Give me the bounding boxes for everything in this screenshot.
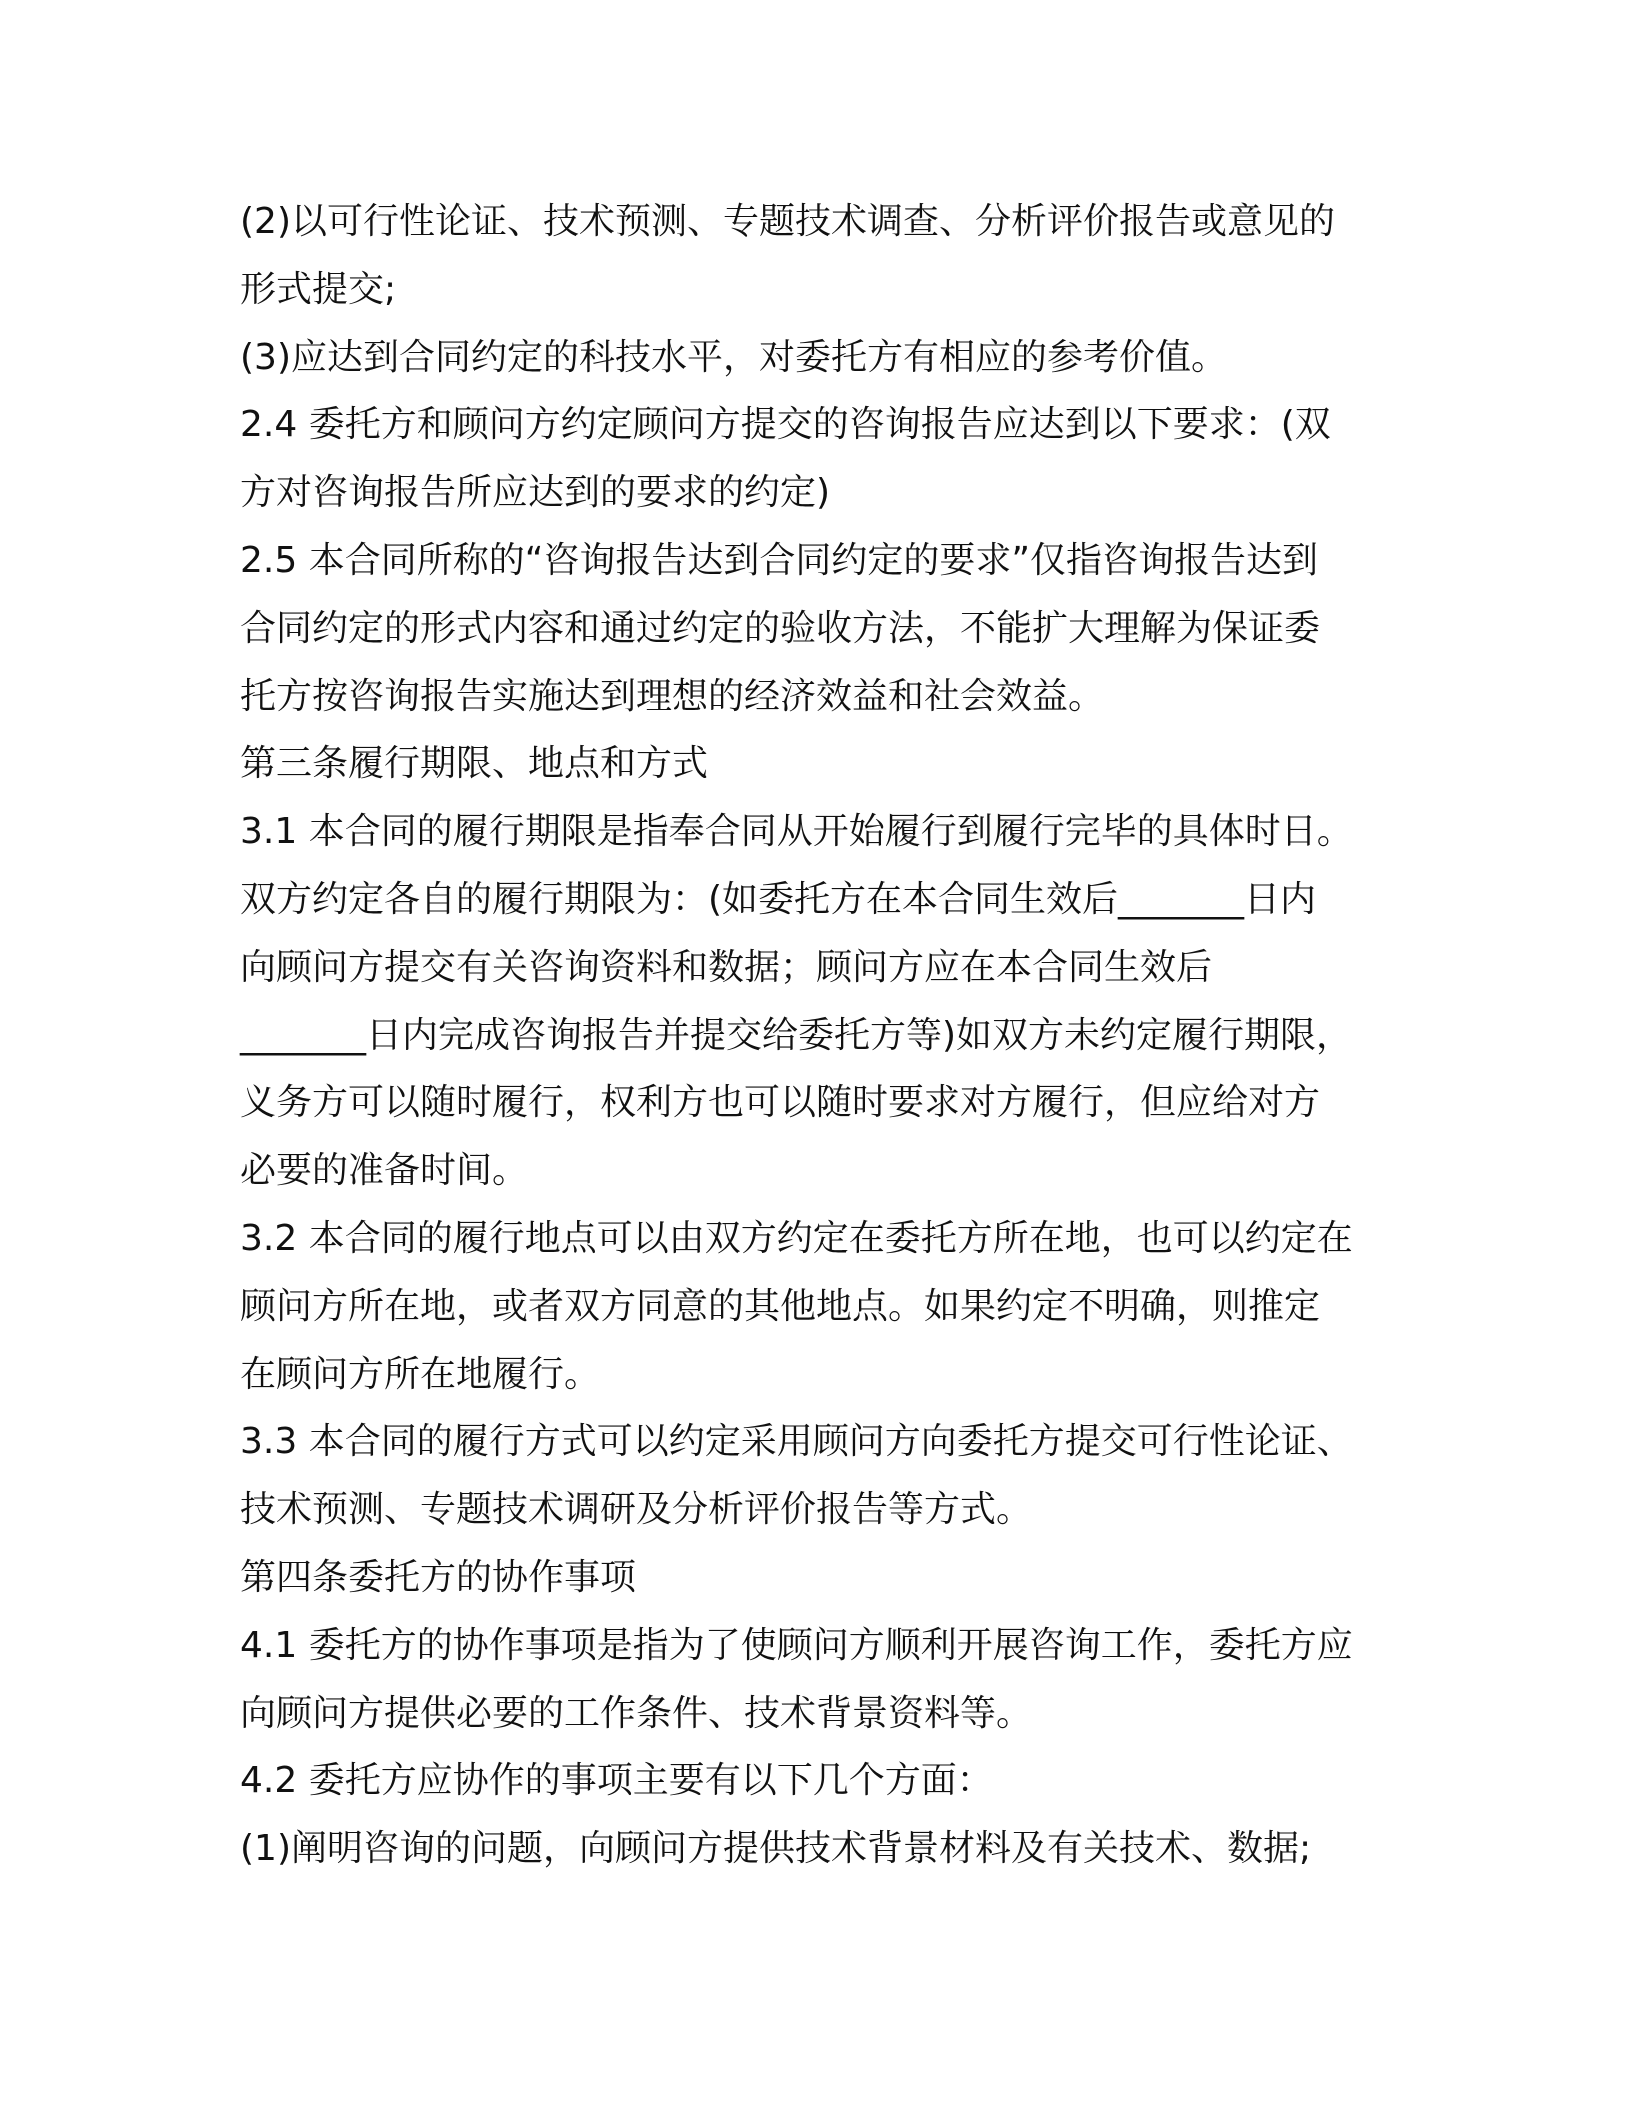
- text-line: 合同约定的形式内容和通过约定的验收方法，不能扩大理解为保证委: [240, 607, 1321, 649]
- section-heading: 第四条委托方的协作事项: [240, 1556, 637, 1598]
- text-line: 4.1 委托方的协作事项是指为了使顾问方顺利开展咨询工作，委托方应: [240, 1624, 1353, 1666]
- text-line: _______日内完成咨询报告并提交给委托方等)如双方未约定履行期限，: [240, 1014, 1353, 1056]
- text-line: 2.5 本合同所称的“咨询报告达到合同约定的要求”仅指咨询报告达到: [240, 539, 1318, 581]
- text-line: 3.1 本合同的履行期限是指奉合同从开始履行到履行完毕的具体时日。: [240, 811, 1353, 853]
- text-line: 形式提交;: [240, 268, 397, 310]
- text-line: 4.2 委托方应协作的事项主要有以下几个方面：: [240, 1760, 993, 1802]
- text-line: 托方按咨询报告实施达到理想的经济效益和社会效益。: [240, 675, 1105, 717]
- section-heading: 第三条履行期限、地点和方式: [240, 743, 709, 785]
- text-line: 必要的准备时间。: [240, 1150, 529, 1192]
- text-line: 2.4 委托方和顾问方约定顾问方提交的咨询报告应达到以下要求：(双: [240, 404, 1331, 446]
- text-line: 向顾问方提供必要的工作条件、技术背景资料等。: [240, 1692, 1033, 1734]
- text-line: 双方约定各自的履行期限为：(如委托方在本合同生效后_______日内: [240, 878, 1317, 920]
- text-line: 3.2 本合同的履行地点可以由双方约定在委托方所在地，也可以约定在: [240, 1217, 1353, 1259]
- text-line: (2)以可行性论证、技术预测、专题技术调查、分析评价报告或意见的: [240, 201, 1335, 242]
- document-body: [240, 188, 1400, 1883]
- text-line: 顾问方所在地，或者双方同意的其他地点。如果约定不明确，则推定: [240, 1285, 1321, 1327]
- text-line: 技术预测、专题技术调研及分析评价报告等方式。: [240, 1489, 1033, 1531]
- text-line: 向顾问方提交有关咨询资料和数据；顾问方应在本合同生效后: [240, 946, 1213, 988]
- text-line: 3.3 本合同的履行方式可以约定采用顾问方向委托方提交可行性论证、: [240, 1421, 1353, 1463]
- text-line: (3)应达到合同约定的科技水平，对委托方有相应的参考价值。: [240, 336, 1227, 378]
- text-line: 在顾问方所在地履行。: [240, 1353, 601, 1395]
- text-line: (1)阐明咨询的问题，向顾问方提供技术背景材料及有关技术、数据;: [240, 1828, 1312, 1870]
- text-line: 方对咨询报告所应达到的要求的约定): [240, 472, 831, 514]
- text-line: 义务方可以随时履行，权利方也可以随时要求对方履行，但应给对方: [240, 1082, 1321, 1124]
